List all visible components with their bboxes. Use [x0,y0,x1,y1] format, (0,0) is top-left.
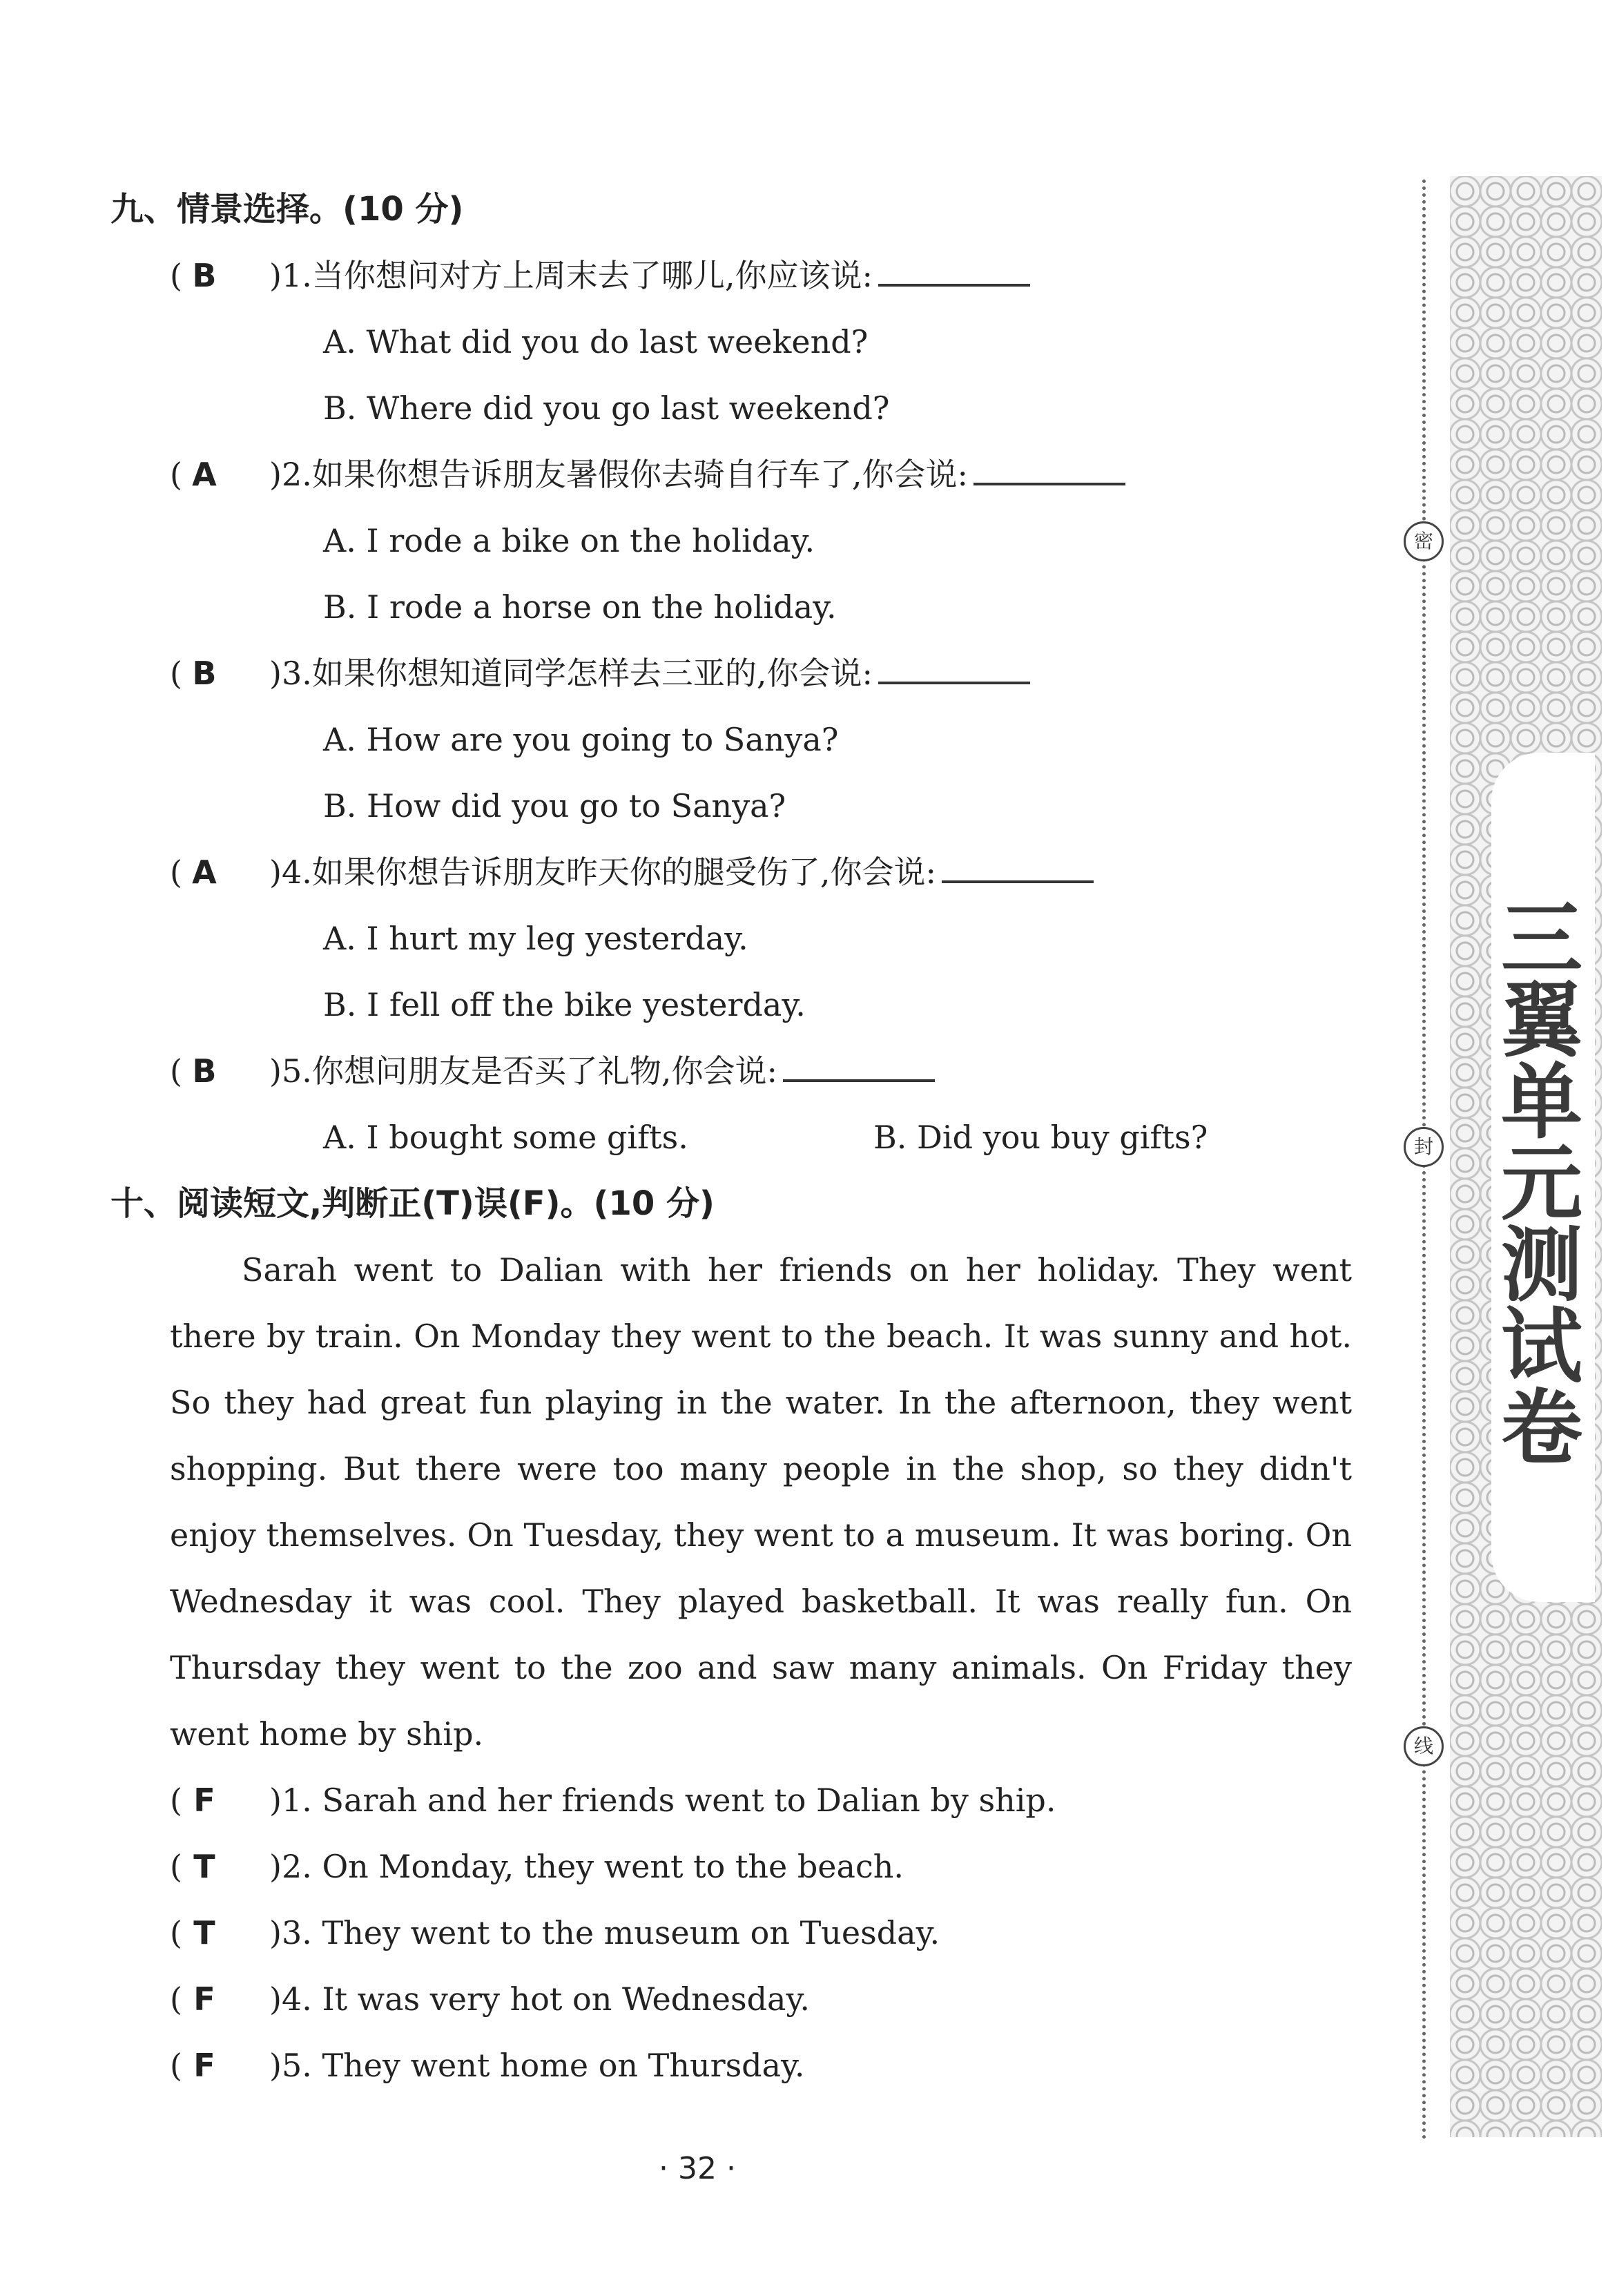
question-prompt: )5.你想问朋友是否买了礼物,你会说: [269,1038,935,1104]
answer-blank [783,1079,935,1082]
seal-mark-feng: 封 [1404,1127,1444,1167]
section-10-title: 十、阅读短文,判断正(T)误(F)。(10 分) [110,1184,715,1223]
option-b: B. How did you go to Sanya? [323,787,786,824]
statement-text: )5. They went home on Thursday. [269,2047,805,2084]
option-b: B. I rode a horse on the holiday. [323,588,837,626]
option-a: A. What did you do last weekend? [323,323,869,360]
answer-blank [942,880,1094,883]
question-prompt: )4.如果你想告诉朋友昨天你的腿受伤了,你会说: [269,839,1094,905]
question-4 [110,839,1388,905]
answer-letter: F [193,2047,215,2084]
option-a: A. I hurt my leg yesterday. [323,920,748,957]
answer-bracket: ( B [170,640,226,706]
statement-text: )1. Sarah and her friends went to Dalian by ship. [269,1782,1056,1819]
question-prompt: )2.如果你想告诉朋友暑假你去骑自行车了,你会说: [269,441,1125,508]
statement-2 [110,1833,1388,1900]
answer-letter: B [192,655,217,692]
answer-letter: F [193,1782,215,1819]
answer-bracket: ( B [170,1038,226,1104]
statement-5 [110,2032,1388,2099]
page-number: · 32 · [659,2151,736,2186]
answer-bracket: ( T [170,1900,226,1966]
question-prompt: )3.如果你想知道同学怎样去三亚的,你会说: [269,640,1030,706]
statement-3 [110,1900,1388,1966]
option-a: A. How are you going to Sanya? [323,721,839,758]
question-5 [110,1038,1388,1104]
statement-4 [110,1966,1388,2032]
question-1 [110,242,1388,309]
seal-mark-mi: 密 [1404,521,1444,561]
statement-text: )3. They went to the museum on Tuesday. [269,1914,940,1951]
answer-blank [878,682,1030,684]
seal-mark-xian: 线 [1404,1726,1444,1766]
answer-bracket: ( F [170,1767,226,1833]
option-a: A. I bought some gifts. [323,1119,688,1156]
question-prompt: )1.当你想问对方上周末去了哪儿,你应该说: [269,242,1030,309]
question-3 [110,640,1388,706]
option-b: B. I fell off the bike yesterday. [323,986,806,1023]
answer-letter: F [193,1980,215,2018]
option-a: A. I rode a bike on the holiday. [323,522,815,559]
answer-bracket: ( A [170,441,226,508]
answer-letter: A [192,853,217,891]
answer-letter: B [192,257,217,294]
section-9-title: 九、情景选择。(10 分) [110,190,464,229]
option-b: B. Where did you go last weekend? [323,389,890,427]
answer-bracket: ( F [170,2032,226,2099]
answer-letter: A [192,456,217,493]
answer-blank [973,483,1125,485]
answer-blank [878,284,1030,287]
answer-letter: T [193,1914,215,1951]
answer-letter: B [192,1052,217,1090]
series-title: 三翼单元测试卷 [1487,896,1582,1466]
main-content [110,176,1388,2099]
answer-letter: T [193,1848,215,1885]
option-row [110,1104,1388,1170]
reading-passage: Sarah went to Dalian with her friends on her holiday. They went there by train. On Monday they went to the beach. It was sunny and hot. So they had great fun playing in the water. In the afternoon, they went shopping. But there were too many people in the shop, so they didn't enjoy themselves. On Tuesday, they went to a museum. It was boring. On Wednesday it was cool. They played basketball. It was really fun. On Thursday they went to the zoo and saw many animals. On Friday they went home by ship. [170,1251,1352,1753]
statement-1 [110,1767,1388,1833]
statement-text: )2. On Monday, they went to the beach. [269,1848,904,1885]
answer-bracket: ( T [170,1833,226,1900]
answer-bracket: ( F [170,1966,226,2032]
option-b: B. Did you buy gifts? [873,1119,1208,1156]
question-2 [110,441,1388,508]
answer-bracket: ( B [170,242,226,309]
answer-bracket: ( A [170,839,226,905]
statement-text: )4. It was very hot on Wednesday. [269,1980,810,2018]
